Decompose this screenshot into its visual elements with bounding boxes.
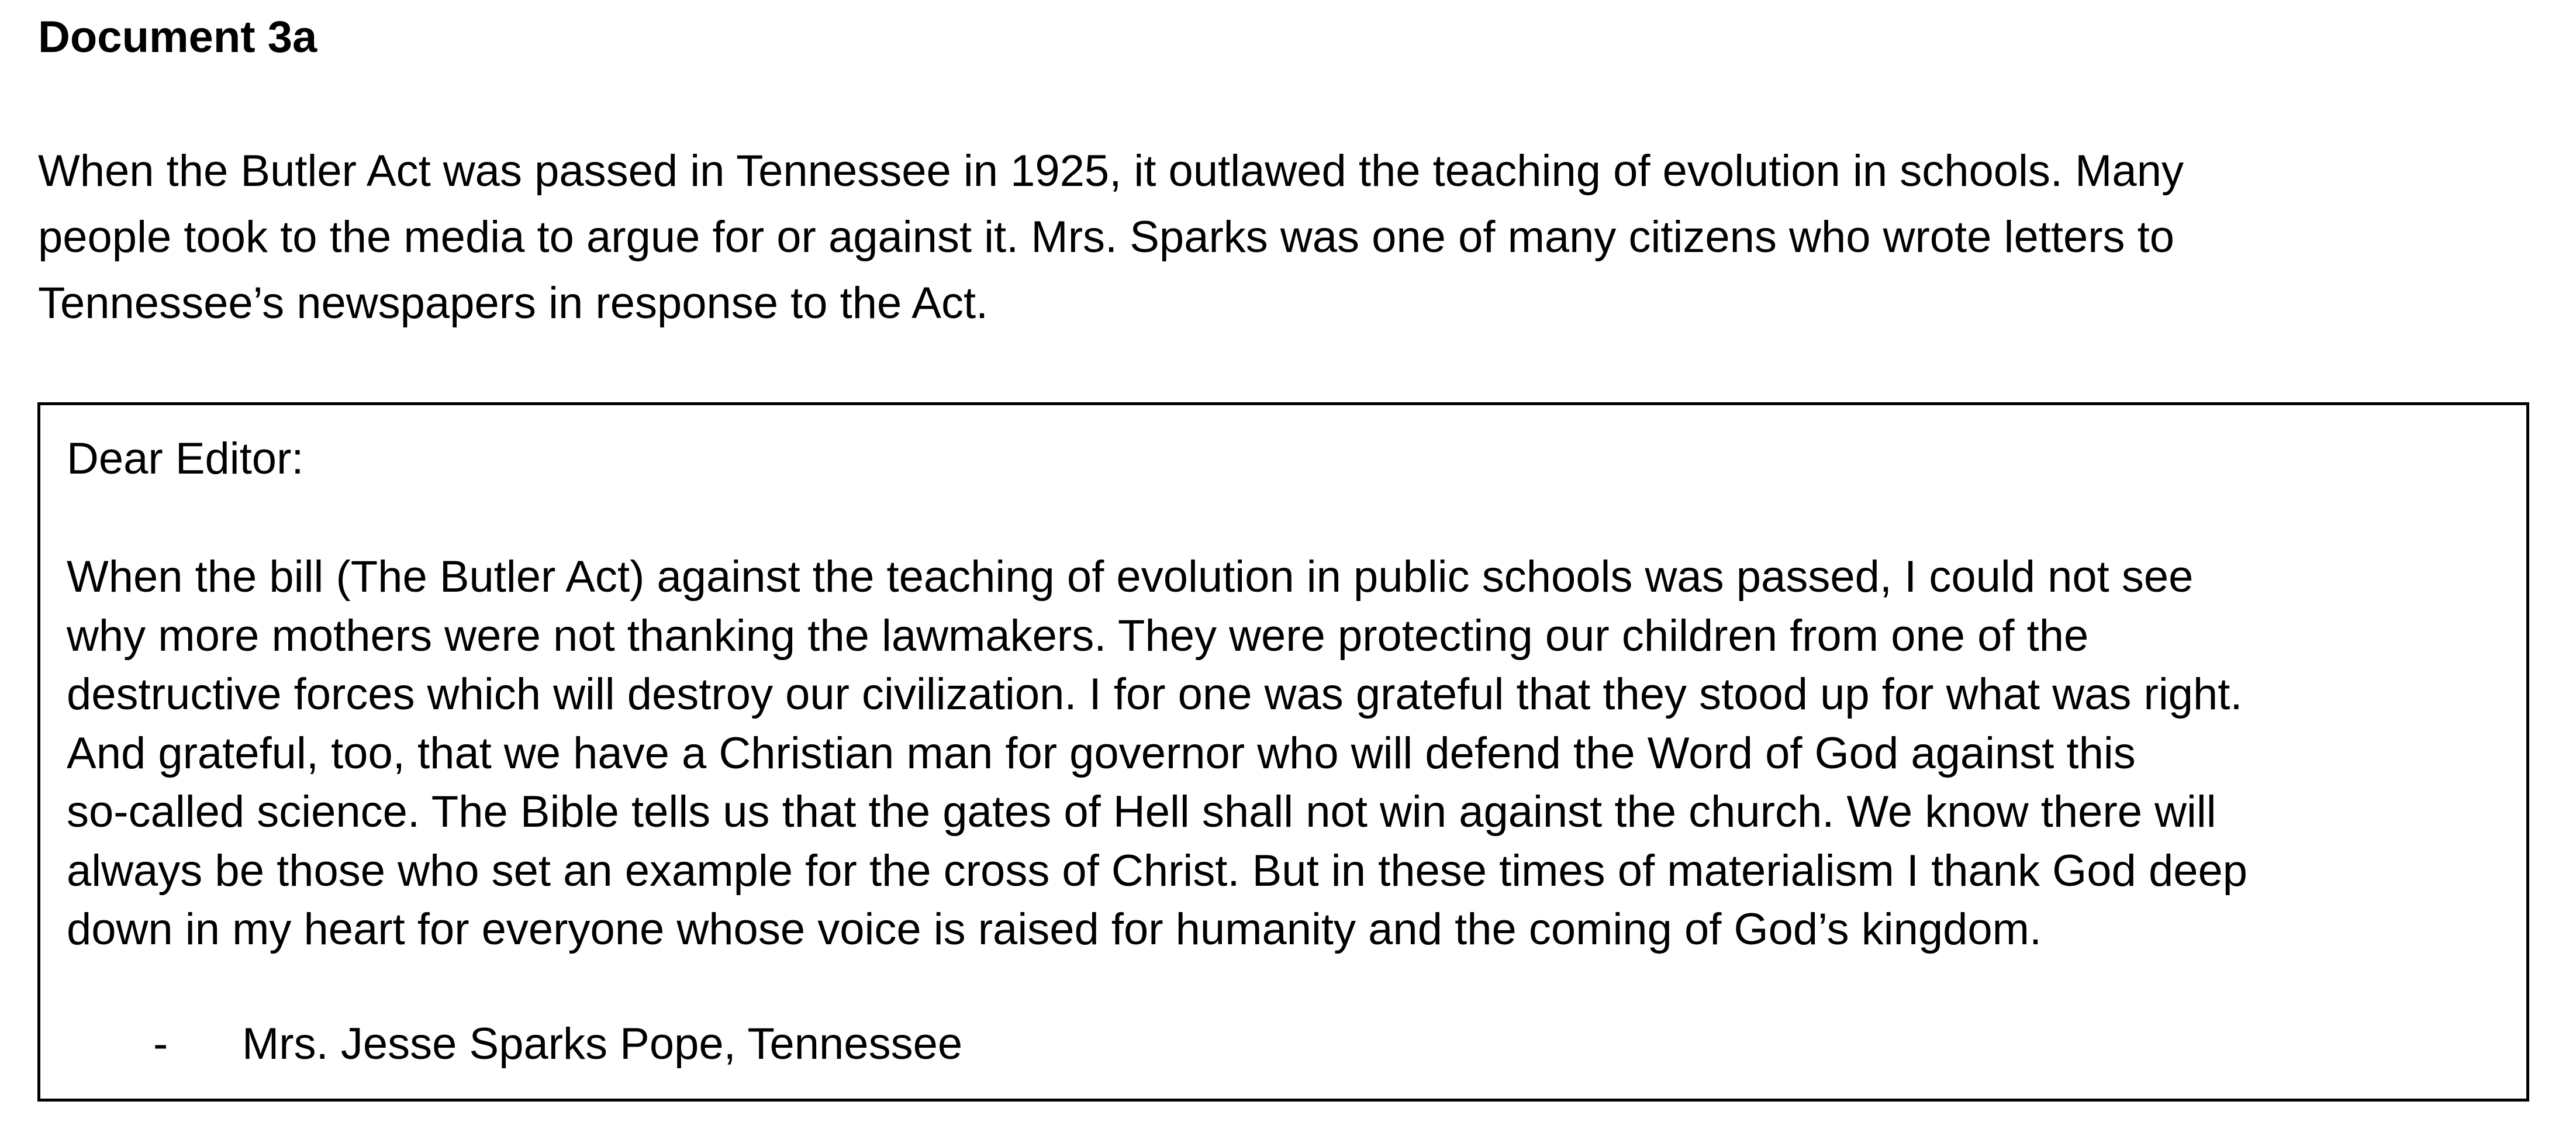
letter-line: destructive forces which will destroy our civilization. I for one was grateful that they stood up for what was right. [67, 669, 2243, 719]
letter-line: When the bill (The Butler Act) against the teaching of evolution in public schools was passed, I could not see [67, 552, 2194, 602]
intro-paragraph [38, 138, 2552, 336]
letter-body [67, 548, 2247, 959]
signature-dash: - [153, 1019, 168, 1069]
signature-name: Mrs. Jesse Sparks Pope, Tennessee [242, 1019, 963, 1069]
letter-line: always be those who set an example for the cross of Christ. But in these times of materialism I thank God deep [67, 845, 2248, 896]
page-title: Document 3a [38, 12, 317, 62]
intro-line: When the Butler Act was passed in Tennessee in 1925, it outlawed the teaching of evolution in schools. Many [38, 146, 2184, 196]
letter-line: so-called science. The Bible tells us that the gates of Hell shall not win against the church. We know there will [67, 787, 2216, 837]
letter-box [37, 402, 2529, 1102]
letter-line: And grateful, too, that we have a Christian man for governor who will defend the Word of God against this [67, 728, 2136, 778]
letter-salutation: Dear Editor: [67, 434, 304, 484]
intro-line: Tennessee’s newspapers in response to the Act. [38, 278, 989, 328]
letter-line: down in my heart for everyone whose voice is raised for humanity and the coming of God’s kingdom. [67, 904, 2042, 954]
letter-line: why more mothers were not thanking the lawmakers. They were protecting our children from one of the [67, 610, 2089, 661]
intro-line: people took to the media to argue for or against it. Mrs. Sparks was one of many citizens who wrote letters to [38, 212, 2175, 262]
